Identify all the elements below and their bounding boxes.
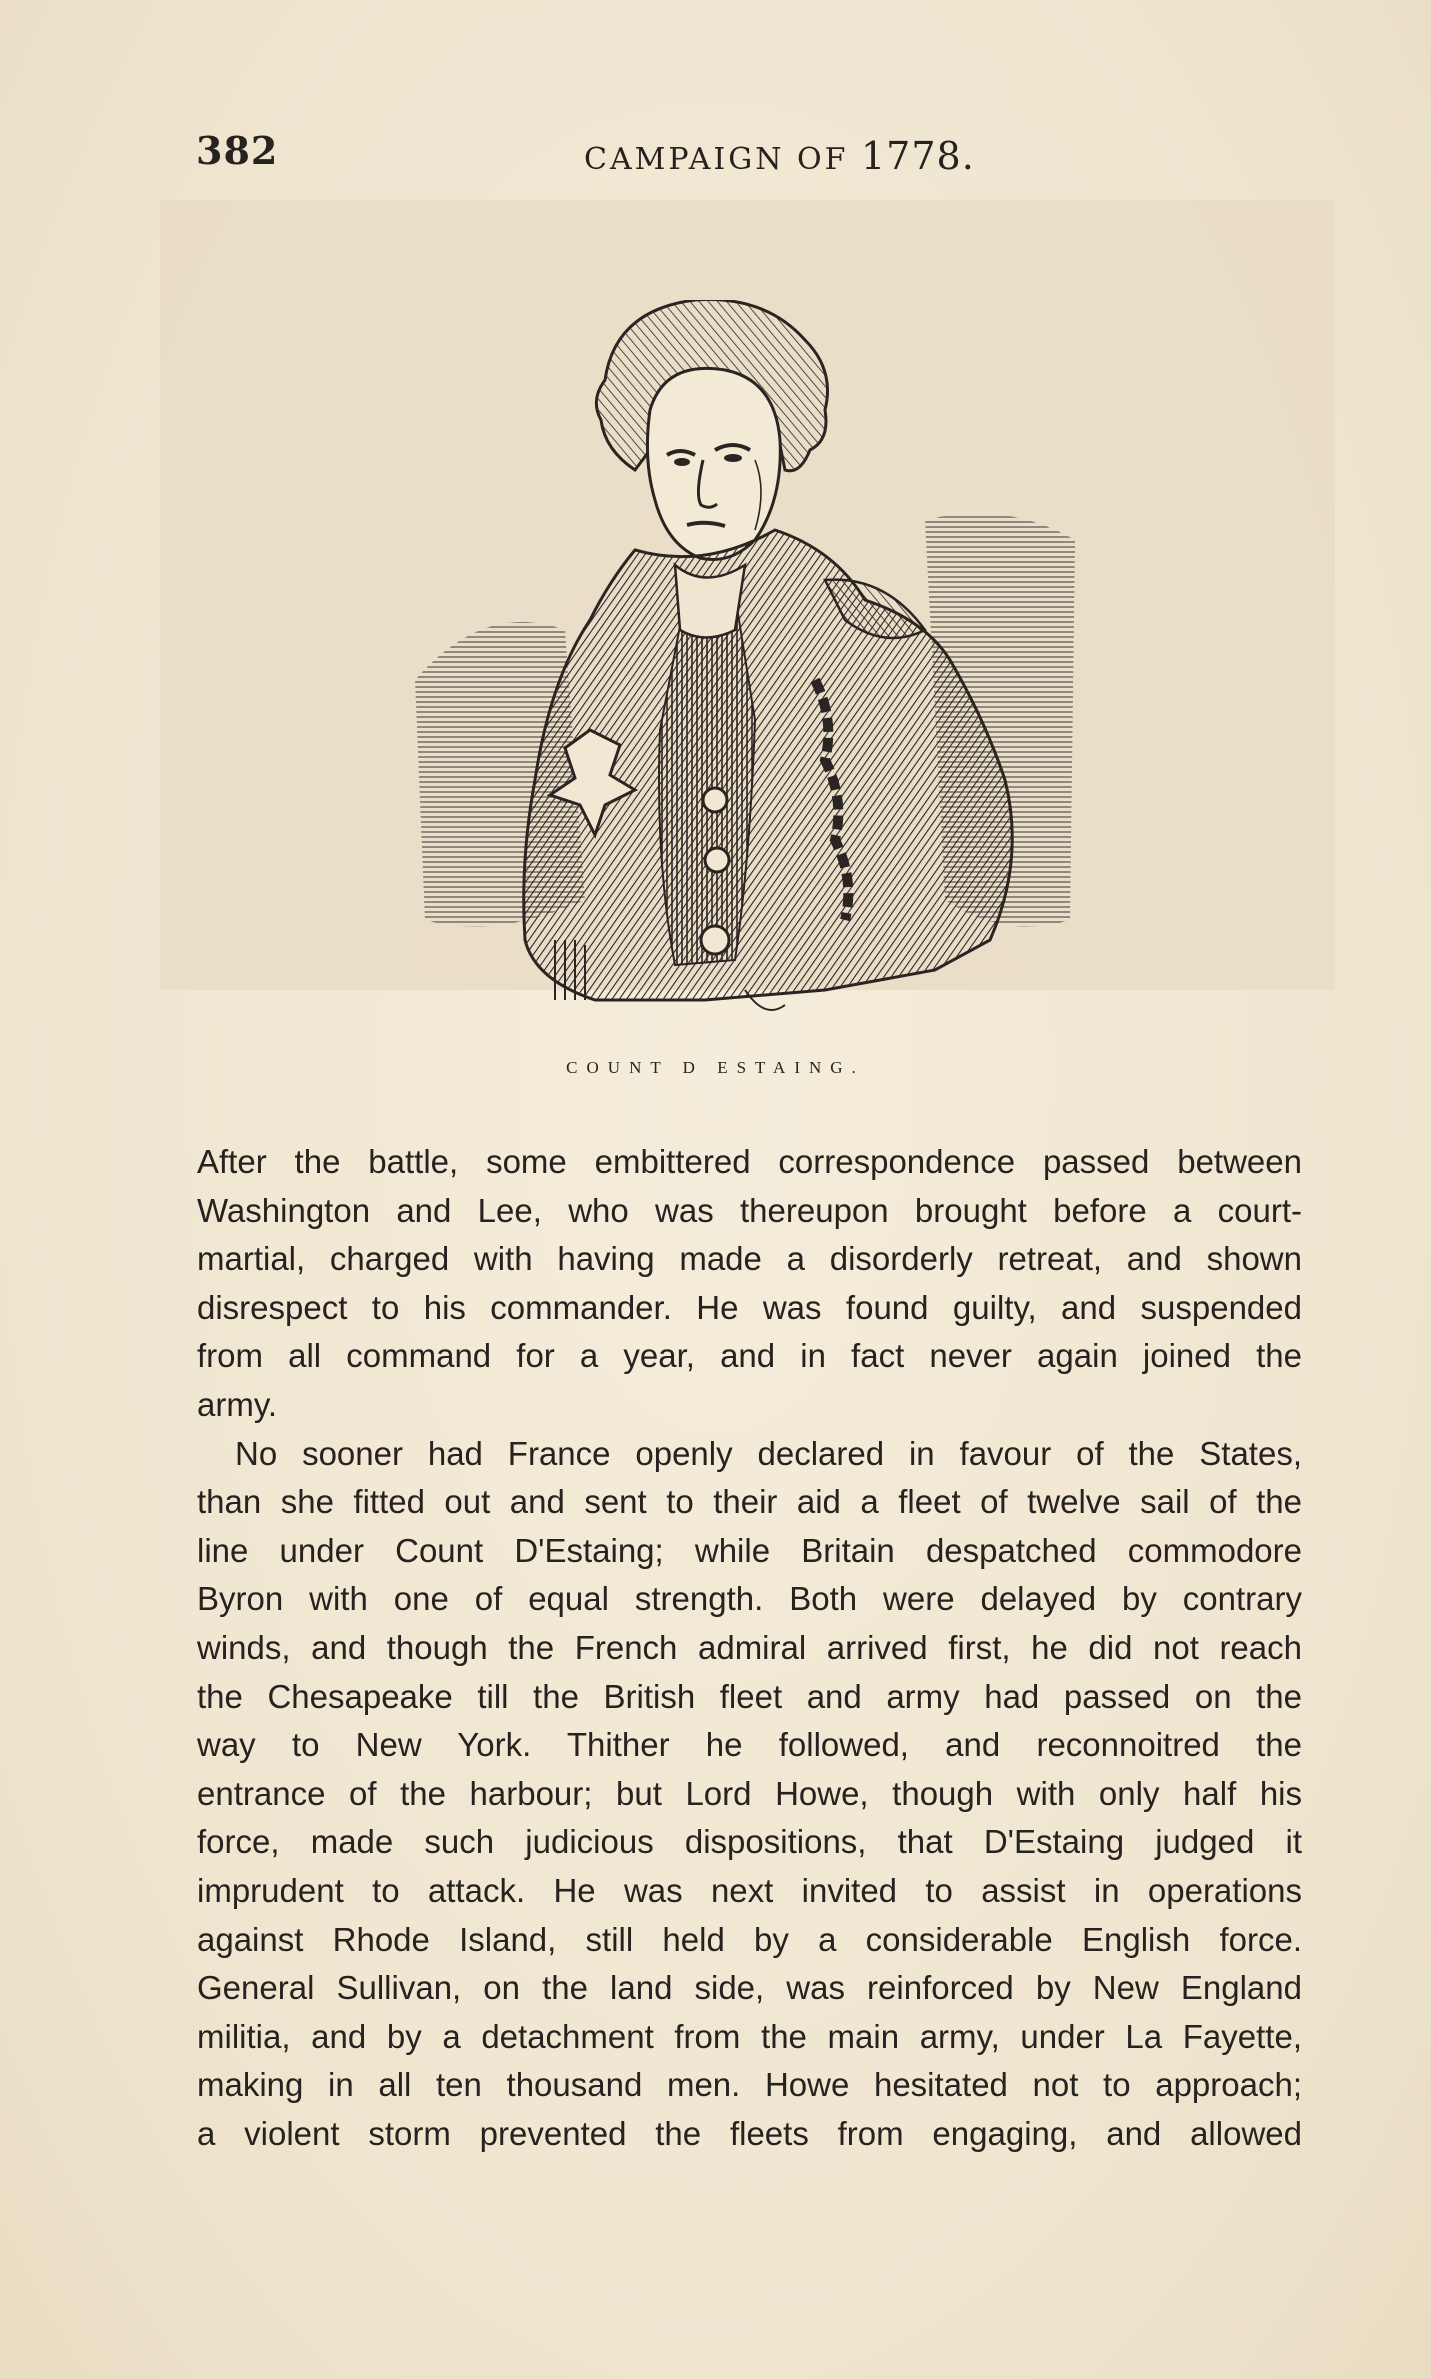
page-number: 382 <box>196 128 279 173</box>
text-line: making in all ten thousand men. Howe hesitated not to approach; <box>197 2066 1302 2104</box>
text-line: line under Count D'Estaing; while Britain despatched commodore <box>197 1531 1302 1569</box>
text-line: disrespect to his commander. He was found guilty, and suspended <box>197 1288 1302 1326</box>
text-line: than she fitted out and sent to their aid a fleet of twelve sail of the <box>197 1483 1302 1521</box>
text-line: martial, charged with having made a disorderly retreat, and shown <box>197 1240 1302 1278</box>
portrait-engraving-icon <box>405 300 1085 1020</box>
text-line: After the battle, some embittered correspondence passed between <box>197 1143 1302 1180</box>
text-line: from all command for a year, and in fact never again joined the <box>197 1337 1302 1375</box>
body-text <box>197 1138 1302 2158</box>
text-line: the Chesapeake till the British fleet and army had passed on the <box>197 1677 1302 1715</box>
running-head-text: CAMPAIGN OF <box>584 142 849 177</box>
text-line: army. <box>197 1385 278 1423</box>
text-line: Byron with one of equal strength. Both were delayed by contrary <box>197 1580 1302 1618</box>
text-line: winds, and though the French admiral arrived first, he did not reach <box>197 1628 1302 1666</box>
text-line: imprudent to attack. He was next invited to assist in operations <box>197 1871 1302 1909</box>
text-line: force, made such judicious dispositions, that D'Estaing judged it <box>197 1823 1302 1861</box>
illustration-caption: COUNT D ESTAING. <box>566 1058 865 1077</box>
text-line: No sooner had France openly declared in favour of the States, <box>235 1434 1302 1472</box>
text-line: against Rhode Island, still held by a considerable English force. <box>197 1920 1302 1958</box>
running-head <box>584 134 975 178</box>
text-line: a violent storm prevented the fleets from engaging, and allowed <box>197 2114 1302 2152</box>
text-line: way to New York. Thither he followed, and reconnoitred the <box>197 1726 1302 1764</box>
text-line: entrance of the harbour; but Lord Howe, though with only half his <box>197 1774 1302 1812</box>
running-head-year: 1778. <box>861 134 975 178</box>
text-line: General Sullivan, on the land side, was reinforced by New England <box>197 1969 1302 2007</box>
text-line: militia, and by a detachment from the main army, under La Fayette, <box>197 2017 1302 2055</box>
page-header <box>196 128 1316 178</box>
text-line: Washington and Lee, who was thereupon brought before a court- <box>197 1191 1302 1229</box>
